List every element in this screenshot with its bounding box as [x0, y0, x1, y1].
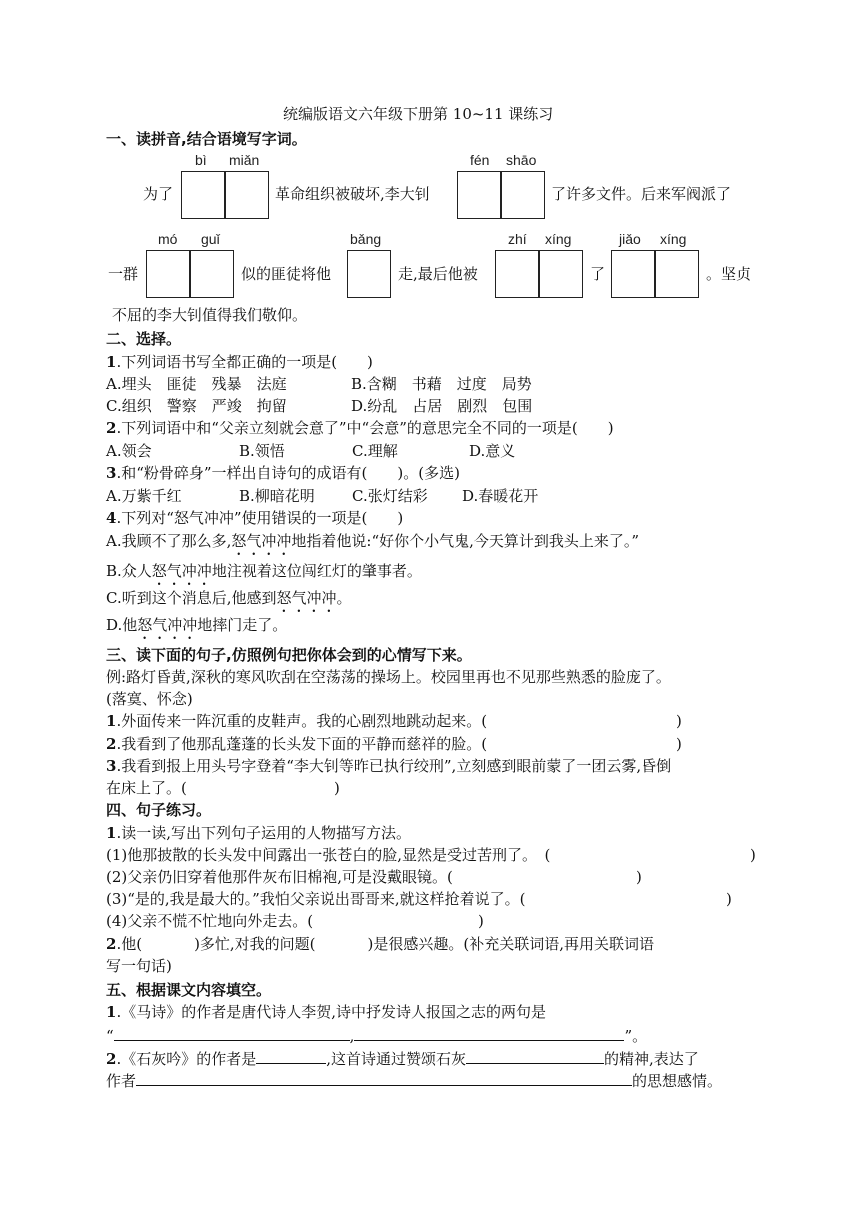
answer-box[interactable]	[655, 250, 699, 298]
option-a[interactable]: A.领会	[106, 442, 152, 460]
option-d[interactable]: D.他怒气冲冲地摔门走了。	[106, 616, 288, 634]
sentence-fragment: 不屈的李大钊值得我们敬仰。	[112, 306, 308, 324]
answer-blank[interactable]	[354, 1024, 624, 1041]
answer-close-paren: )	[676, 712, 682, 730]
option-d[interactable]: D.春暖花开	[462, 487, 539, 505]
option-a[interactable]: A.我顾不了那么多,怒气冲冲地指着他说:“好你个小气鬼,今天算计到我头上来了。”	[106, 532, 640, 550]
sentence-item: (3)“是的,我是最大的。”我怕父亲说出哥哥来,就这样抢着说了。(	[106, 890, 526, 908]
answer-box[interactable]	[225, 171, 269, 219]
answer-box[interactable]	[190, 250, 234, 298]
example-sentence: 例:路灯昏黄,深秋的寒风吹刮在空荡荡的操场上。校园里再也不见那些熟悉的脸庞了。	[106, 668, 671, 686]
option-b[interactable]: B.领悟	[239, 442, 285, 460]
pinyin: jiǎo	[619, 231, 641, 247]
answer-box[interactable]	[181, 171, 225, 219]
answer-box[interactable]	[501, 171, 545, 219]
question-1: 1.下列词语书写全都正确的一项是( )	[106, 353, 373, 371]
answer-blank[interactable]	[136, 1069, 632, 1086]
answer-close-paren: )	[334, 779, 340, 797]
sentence-fragment: 一群	[108, 265, 139, 283]
question-3-line2: 在床上了。(	[106, 779, 187, 797]
answer-box[interactable]	[457, 171, 501, 219]
question-2-line2: 写一句话)	[106, 957, 172, 975]
question-2: 2.下列词语中和“父亲立刻就会意了”中“会意”的意思完全不同的一项是( )	[106, 419, 614, 437]
answer-blank[interactable]	[545, 734, 670, 754]
pinyin: mó	[158, 231, 178, 247]
answer-box[interactable]	[611, 250, 655, 298]
question-3: 3.和“粉骨碎身”一样出自诗句的成语有( )。(多选)	[106, 464, 460, 482]
question-1: 1.读一读,写出下列句子运用的人物描写方法。	[106, 824, 411, 842]
option-c[interactable]: C.张灯结彩	[352, 487, 428, 505]
page-title: 统编版语文六年级下册第 10~11 课练习	[283, 105, 554, 123]
sentence-fragment: 为了	[143, 185, 174, 203]
answer-close-paren: )	[478, 912, 484, 930]
section-1-heading: 一、读拼音,结合语境写字词。	[106, 130, 307, 148]
question-4: 4.下列对“怒气冲冲”使用错误的一项是( )	[106, 509, 404, 527]
question-1: 1.《马诗》的作者是唐代诗人李贺,诗中抒发诗人报国之志的两句是	[106, 1003, 546, 1021]
answer-blank[interactable]	[256, 1047, 326, 1064]
section-3-heading: 三、读下面的句子,仿照例句把你体会到的心情写下来。	[106, 646, 472, 664]
pinyin: bì	[195, 152, 207, 168]
pinyin: xíng	[660, 231, 687, 247]
pinyin: guǐ	[201, 231, 220, 247]
option-d[interactable]: D.纷乱 占居 剧烈 包围	[351, 397, 533, 415]
sentence-fragment: 似的匪徒将他	[241, 265, 332, 283]
option-c[interactable]: C.组织 警察 严竣 拘留	[106, 397, 287, 415]
answer-blank[interactable]	[205, 778, 330, 798]
option-d[interactable]: D.意义	[469, 442, 516, 460]
question-1-answer-line: “ , ”。	[106, 1024, 647, 1046]
sentence-fragment: 走,最后他被	[398, 265, 478, 283]
answer-box[interactable]	[495, 250, 539, 298]
question-1: 1.外面传来一阵沉重的皮鞋声。我的心剧烈地跳动起来。(	[106, 712, 488, 730]
answer-close-paren: )	[726, 890, 732, 908]
question-2-line2: 作者 的思想感情。	[106, 1069, 722, 1091]
section-4-heading: 四、句子练习。	[106, 801, 212, 819]
answer-box[interactable]	[347, 250, 391, 298]
option-c[interactable]: C.听到这个消息后,他感到怒气冲冲。	[106, 589, 352, 607]
sentence-item: (1)他那披散的长头发中间露出一张苍白的脸,显然是受过苦刑了。 (	[106, 846, 551, 864]
question-2: 2.我看到了他那乱蓬蓬的长头发下面的平静而慈祥的脸。(	[106, 735, 488, 753]
pinyin: shāo	[506, 152, 537, 168]
answer-blank[interactable]	[466, 1047, 604, 1064]
example-answer: (落寞、怀念)	[106, 690, 193, 708]
answer-box[interactable]	[539, 250, 583, 298]
sentence-item: (2)父亲仍旧穿着他那件灰布旧棉袍,可是没戴眼镜。(	[106, 868, 453, 886]
option-a[interactable]: A.万紫千红	[106, 487, 182, 505]
pinyin: bǎng	[350, 231, 382, 247]
sentence-fragment: 了	[590, 265, 606, 283]
option-a[interactable]: A.埋头 匪徒 残暴 法庭	[106, 375, 287, 393]
pinyin: xíng	[545, 231, 572, 247]
answer-blank[interactable]	[114, 1024, 350, 1041]
question-2: 2.他( )多忙,对我的问题( )是很感兴趣。(补充关联词语,再用关联词语	[106, 935, 655, 953]
section-5-heading: 五、根据课文内容填空。	[106, 981, 272, 999]
sentence-fragment: 了许多文件。后来军阀派了	[551, 185, 732, 203]
answer-blank[interactable]	[540, 711, 670, 731]
sentence-fragment: 。坚贞	[706, 265, 752, 283]
question-3: 3.我看到报上用头号字登着“李大钊等昨已执行绞刑”,立刻感到眼前蒙了一团云雾,昏倒	[106, 757, 672, 775]
sentence-fragment: 革命组织被破坏,李大钊	[275, 185, 430, 203]
option-c[interactable]: C.理解	[352, 442, 398, 460]
answer-close-paren: )	[636, 868, 642, 886]
option-b[interactable]: B.含糊 书藉 过度 局势	[351, 375, 532, 393]
answer-close-paren: )	[676, 735, 682, 753]
pinyin: zhí	[508, 231, 527, 247]
answer-box[interactable]	[146, 250, 190, 298]
answer-close-paren: )	[750, 846, 756, 864]
question-2: 2.《石灰吟》的作者是 ,这首诗通过赞颂石灰 的精神,表达了	[106, 1047, 699, 1069]
pinyin: miǎn	[229, 152, 260, 168]
option-b[interactable]: B.众人怒气冲冲地注视着这位闯红灯的肇事者。	[106, 562, 422, 580]
pinyin: fén	[470, 152, 490, 168]
section-2-heading: 二、选择。	[106, 330, 182, 348]
option-b[interactable]: B.柳暗花明	[239, 487, 315, 505]
sentence-item: (4)父亲不慌不忙地向外走去。(	[106, 912, 314, 930]
